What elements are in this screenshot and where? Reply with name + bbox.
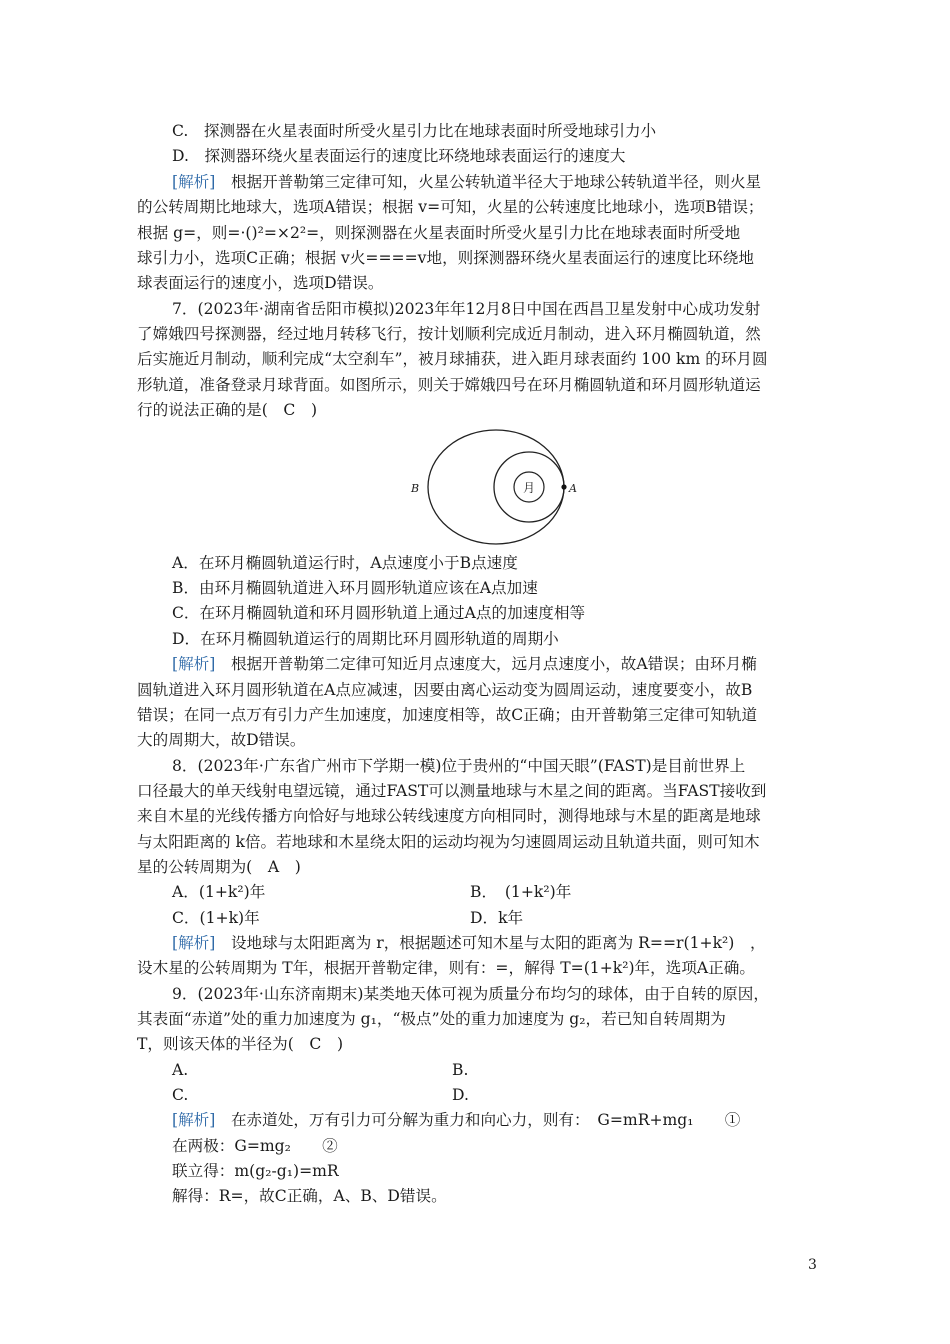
text-line: T，则该天体的半径为( C ) bbox=[137, 1035, 344, 1053]
text-line: 圆轨道进入环月圆形轨道在A点应减速，因要由离心运动变为圆周运动，速度要变小，故B bbox=[137, 681, 753, 699]
text-line: 行的说法正确的是( C ) bbox=[137, 401, 318, 419]
text-line: 与太阳距离的 k倍。若地球和木星绕太阳的运动均视为匀速圆周运动且轨道共面，则可知木 bbox=[137, 833, 760, 851]
text-line: 来自木星的光线传播方向恰好与地球公转线速度方向相同时，测得地球与木星的距离是地球 bbox=[137, 807, 761, 825]
option-a-q9: A. bbox=[172, 1061, 189, 1079]
option-b-q7: B．由环月椭圆轨道进入环月圆形轨道应该在A点加速 bbox=[172, 579, 538, 597]
orbit-diagram bbox=[395, 425, 585, 555]
point-a-label: A bbox=[569, 482, 577, 495]
question-7-stem: 7．(2023年·湖南省岳阳市模拟)2023年年12月8日中国在西昌卫星发射中心成功发射 bbox=[172, 300, 761, 318]
analysis-line bbox=[172, 170, 761, 194]
analysis-text: 在赤道处，万有引力可分解为重力和向心力，则有： G=mR+mg₁ ① bbox=[215, 1111, 741, 1129]
question-9-stem: 9．(2023年·山东济南期末)某类地天体可视为质量分布均匀的球体，由于自转的原因， bbox=[172, 985, 769, 1003]
analysis-text: 设地球与太阳距离为 r，根据题述可知木星与太阳的距离为 R==r(1+k²) ， bbox=[215, 934, 766, 952]
text-line: 球表面运行的速度小，选项D错误。 bbox=[137, 274, 384, 292]
option-c-q7: C．在环月椭圆轨道和环月圆形轨道上通过A点的加速度相等 bbox=[172, 604, 586, 622]
text-line: 错误；在同一点万有引力产生加速度，加速度相等，故C正确；由开普勒第三定律可知轨道 bbox=[137, 706, 758, 724]
text-line: 口径最大的单天线射电望远镜，通过FAST可以测量地球与木星之间的距离。当FAST接收到 bbox=[137, 782, 767, 800]
option-d-q7: D．在环月椭圆轨道运行的周期比环月圆形轨道的周期小 bbox=[172, 630, 559, 648]
page-number: 3 bbox=[808, 1257, 817, 1273]
text-line: 根据 g=，则=·()²=×2²=，则探测器在火星表面时所受火星引力比在地球表面时所受地 bbox=[137, 224, 741, 242]
analysis-tag: [解析] bbox=[172, 173, 216, 191]
analysis-text: 根据开普勒第二定律可知近月点速度大，远月点速度小，故A错误；由环月椭 bbox=[215, 655, 757, 673]
text-line: 的公转周期比地球大，选项A错误；根据 v=可知，火星的公转速度比地球小，选项B错误； bbox=[137, 198, 764, 216]
text-line: 了嫦娥四号探测器，经过地月转移飞行，按计划顺利完成近月制动，进入环月椭圆轨道，然 bbox=[137, 325, 761, 343]
analysis-tag: [解析] bbox=[172, 1111, 216, 1129]
analysis-line bbox=[172, 1108, 740, 1132]
text-line: 形轨道，准备登录月球背面。如图所示，则关于嫦娥四号在环月椭圆轨道和环月圆形轨道运 bbox=[137, 376, 761, 394]
question-8-stem: 8．(2023年·广东省广州市下学期一模)位于贵州的“中国天眼”(FAST)是目前世界上 bbox=[172, 757, 746, 775]
option-c-q9: C. bbox=[172, 1086, 189, 1104]
point-a-marker bbox=[561, 484, 566, 489]
text-line: 联立得：m(g₂-g₁)=mR bbox=[172, 1162, 339, 1180]
analysis-text: 根据开普勒第三定律可知，火星公转轨道半径大于地球公转轨道半径，则火星 bbox=[215, 173, 762, 191]
option-c-q6: C. 探测器在火星表面时所受火星引力比在地球表面时所受地球引力小 bbox=[172, 122, 657, 140]
analysis-line bbox=[172, 652, 757, 676]
text-line: 设木星的公转周期为 T年，根据开普勒定律，则有：=，解得 T=(1+k²)年，选项A正确。 bbox=[137, 959, 755, 977]
option-d-q6: D. 探测器环绕火星表面运行的速度比环绕地球表面运行的速度大 bbox=[172, 147, 626, 165]
text-line: 球引力小，选项C正确；根据 v火====v地，则探测器环绕火星表面运行的速度比环绕地 bbox=[137, 249, 754, 267]
analysis-tag: [解析] bbox=[172, 655, 216, 673]
text-line: 其表面“赤道”处的重力加速度为 g₁，“极点”处的重力加速度为 g₂，若已知自转周期为 bbox=[137, 1010, 726, 1028]
option-a-q7: A．在环月椭圆轨道运行时，A点速度小于B点速度 bbox=[172, 554, 518, 572]
option-d-q9: D. bbox=[452, 1086, 469, 1104]
analysis-line bbox=[172, 931, 766, 955]
text-line: 后实施近月制动，顺利完成“太空刹车”，被月球捕获，进入距月球表面约 100 km 的环月圆 bbox=[137, 350, 768, 368]
option-b-q8: B． (1+k²)年 bbox=[470, 883, 572, 901]
option-c-q8: C．(1+k)年 bbox=[172, 909, 260, 927]
text-line: 解得：R=，故C正确，A、B、D错误。 bbox=[172, 1187, 447, 1205]
option-b-q9: B. bbox=[452, 1061, 469, 1079]
text-line: 大的周期大，故D错误。 bbox=[137, 731, 306, 749]
moon-label: 月 bbox=[522, 481, 536, 495]
point-b-label: B bbox=[411, 482, 420, 495]
text-line: 在两极：G=mg₂ ② bbox=[172, 1137, 338, 1155]
option-a-q8: A．(1+k²)年 bbox=[172, 883, 266, 901]
text-line: 星的公转周期为( A ) bbox=[137, 858, 301, 876]
analysis-tag: [解析] bbox=[172, 934, 216, 952]
option-d-q8: D．k年 bbox=[470, 909, 524, 927]
